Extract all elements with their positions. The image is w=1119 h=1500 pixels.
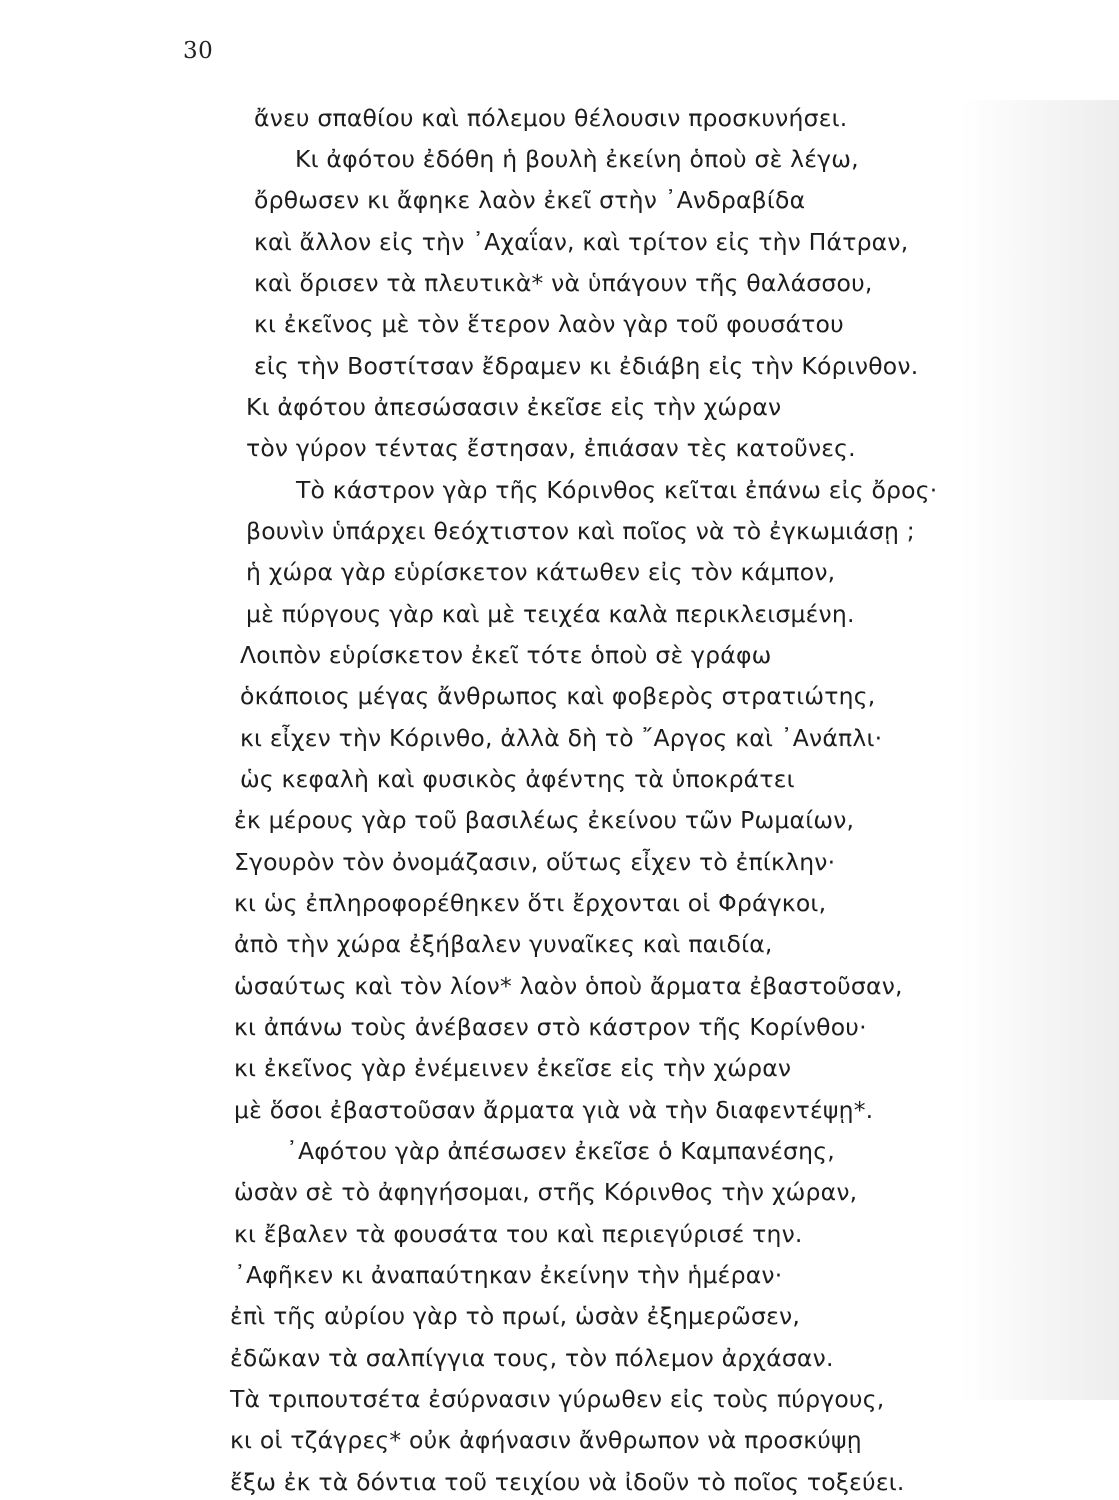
- verse-line: ἐκ μέρους γὰρ τοῦ βασιλέως ἐκείνου τῶν Ρωμαίων,: [234, 806, 855, 834]
- verse-line: κι ὡς ἐπληροφορέθηκεν ὅτι ἔρχονται οἱ Φράγκοι,: [234, 889, 827, 917]
- verse-line: ἄνευ σπαθίου καὶ πόλεμου θέλουσιν προσκυνήσει.: [254, 104, 848, 132]
- facing-page-bleed-through: [960, 100, 1119, 1400]
- verse-line: ἐδῶκαν τὰ σαλπίγγια τους, τὸν πόλεμον ἀρχάσαν.: [230, 1344, 834, 1372]
- verse-line: ὁκάποιος μέγας ἄνθρωπος καὶ φοβερὸς στρατιώτης,: [240, 682, 876, 710]
- page-number: 30: [183, 38, 214, 64]
- verse-line: κι ἐκεῖνος μὲ τὸν ἕτερον λαὸν γὰρ τοῦ φουσάτου: [254, 310, 844, 338]
- verse-line: ὡσὰν σὲ τὸ ἀφηγήσομαι, στῆς Κόρινθος τὴν χώραν,: [234, 1178, 858, 1206]
- verse-line: Κι ἀφότου ἐδόθη ἡ βουλὴ ἐκείνη ὁποὺ σὲ λέγω,: [295, 145, 859, 173]
- verse-line: κι εἶχεν τὴν Κόρινθο, ἀλλὰ δὴ τὸ ῎Αργος καὶ ᾿Ανάπλι·: [240, 724, 883, 752]
- verse-line: ὡσαύτως καὶ τὸν λίον* λαὸν ὁποὺ ἄρματα ἐβαστοῦσαν,: [234, 972, 903, 1000]
- verse-line: ἐπὶ τῆς αὐρίου γὰρ τὸ πρωί, ὡσὰν ἐξημερῶσεν,: [230, 1302, 801, 1330]
- verse-line: τὸν γύρον τέντας ἔστησαν, ἐπιάσαν τὲς κατοῦνες.: [246, 434, 856, 462]
- verse-line: εἰς τὴν Βοστίτσαν ἔδραμεν κι ἐδιάβη εἰς τὴν Κόρινθον.: [254, 352, 919, 380]
- verse-line: Σγουρὸν τὸν ὀνομάζασιν, οὕτως εἶχεν τὸ ἐπίκλην·: [234, 848, 836, 876]
- verse-line: ᾿Αφότου γὰρ ἀπέσωσεν ἐκεῖσε ὁ Καμπανέσης,: [286, 1137, 835, 1165]
- verse-line: Λοιπὸν εὑρίσκετον ἐκεῖ τότε ὁποὺ σὲ γράφω: [240, 641, 772, 669]
- verse-line: κι οἱ τζάγρες* οὐκ ἀφήνασιν ἄνθρωπον νὰ προσκύψῃ: [230, 1426, 862, 1454]
- verse-line: Κι ἀφότου ἀπεσώσασιν ἐκεῖσε εἰς τὴν χώραν: [246, 393, 782, 421]
- verse-line: ὡς κεφαλὴ καὶ φυσικὸς ἀφέντης τὰ ὑποκράτει: [240, 765, 795, 793]
- verse-line: καὶ ἄλλον εἰς τὴν ᾿Αχαΐαν, καὶ τρίτον εἰς τὴν Πάτραν,: [254, 228, 909, 256]
- verse-line: κι ἔβαλεν τὰ φουσάτα του καὶ περιεγύρισέ την.: [234, 1220, 803, 1248]
- verse-line: κι ἐκεῖνος γὰρ ἐνέμεινεν ἐκεῖσε εἰς τὴν χώραν: [234, 1054, 792, 1082]
- verse-line: ᾿Αφῆκεν κι ἀναπαύτηκαν ἐκείνην τὴν ἡμέραν·: [234, 1261, 783, 1289]
- verse-line: μὲ πύργους γὰρ καὶ μὲ τειχέα καλὰ περικλεισμένη.: [246, 600, 855, 628]
- verse-line: Τὸ κάστρον γὰρ τῆς Κόρινθος κεῖται ἐπάνω εἰς ὄρος·: [296, 476, 938, 504]
- verse-line: ὄρθωσεν κι ἄφηκε λαὸν ἐκεῖ στὴν ᾿Ανδραβίδα: [254, 186, 806, 214]
- verse-line: βουνὶν ὑπάρχει θεόχτιστον καὶ ποῖος νὰ τὸ ἐγκωμιάσῃ ;: [246, 517, 915, 545]
- verse-line: ἀπὸ τὴν χώρα ἐξήβαλεν γυναῖκες καὶ παιδία,: [234, 930, 773, 958]
- verse-line: μὲ ὅσοι ἐβαστοῦσαν ἄρματα γιὰ νὰ τὴν διαφεντέψῃ*.: [234, 1096, 874, 1124]
- verse-line: καὶ ὅρισεν τὰ πλευτικὰ* νὰ ὑπάγουν τῆς θαλάσσου,: [254, 269, 873, 297]
- verse-line: κι ἀπάνω τοὺς ἀνέβασεν στὸ κάστρον τῆς Κορίνθου·: [234, 1013, 867, 1041]
- verse-line: ἡ χώρα γὰρ εὑρίσκετον κάτωθεν εἰς τὸν κάμπον,: [246, 558, 836, 586]
- verse-line: Τὰ τριπουτσέτα ἐσύρνασιν γύρωθεν εἰς τοὺς πύργους,: [230, 1385, 885, 1413]
- verse-line: ἔξω ἐκ τὰ δόντια τοῦ τειχίου νὰ ἰδοῦν τὸ ποῖος τοξεύει.: [230, 1468, 905, 1496]
